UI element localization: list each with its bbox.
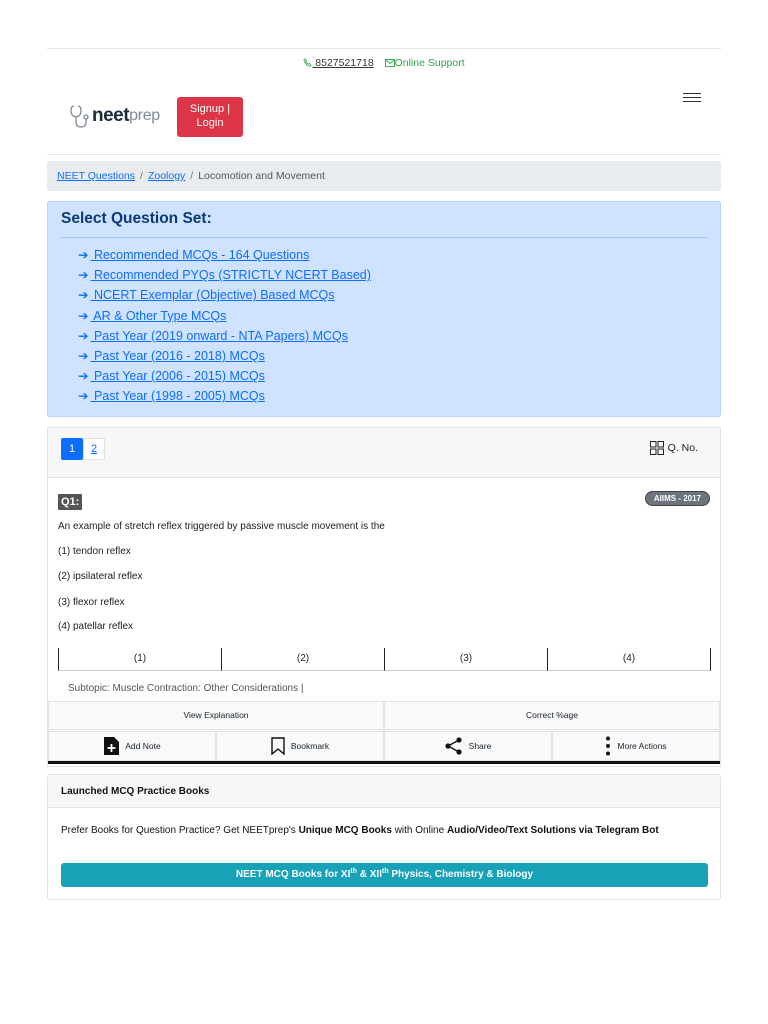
- menu-icon[interactable]: [683, 93, 701, 105]
- cta-text: Physics, Chemistry & Biology: [388, 869, 534, 880]
- question-set-link[interactable]: [78, 267, 371, 287]
- arrow-right-icon: ➔: [78, 248, 89, 262]
- logo-text-sub: prep: [129, 107, 160, 124]
- breadcrumb-current: Locomotion and Movement: [198, 170, 325, 182]
- signup-login-button[interactable]: [177, 97, 243, 137]
- bookmark-icon: [271, 737, 285, 755]
- more-actions-label: More Actions: [617, 741, 667, 751]
- books-text-bold: Audio/Video/Text Solutions via Telegram Bot: [446, 825, 659, 836]
- mail-icon: [385, 59, 395, 67]
- share-button[interactable]: [384, 731, 552, 761]
- question-set-link[interactable]: [78, 388, 371, 408]
- books-text-bold: Unique MCQ Books: [298, 825, 392, 836]
- question-set-title: Select Question Set:: [61, 210, 212, 227]
- question-label: Q1:: [58, 494, 82, 510]
- logo-text-main: neet: [92, 105, 130, 126]
- add-note-icon: [103, 737, 119, 755]
- top-divider: [47, 48, 721, 49]
- cta-sup: th: [381, 868, 389, 875]
- bookmark-label: Bookmark: [290, 741, 330, 751]
- arrow-right-icon: ➔: [78, 268, 89, 283]
- arrow-right-icon: ➔: [78, 369, 89, 384]
- breadcrumb-separator: /: [140, 170, 143, 182]
- question-set-label: Recommended MCQs - 164 Questions: [90, 248, 310, 262]
- question-card: [47, 427, 721, 767]
- answer-choices: [58, 648, 711, 671]
- page-button-2[interactable]: 2: [83, 438, 105, 460]
- question-set-label: AR & Other Type MCQs: [90, 308, 227, 323]
- question-actions-secondary: [48, 731, 720, 764]
- option-1: (1) tendon reflex: [58, 546, 131, 557]
- breadcrumb-separator: /: [190, 170, 194, 182]
- question-number-label: Q. No.: [667, 442, 698, 454]
- arrow-right-icon: ➔: [78, 389, 89, 404]
- answer-choice-2[interactable]: (2): [222, 648, 385, 671]
- breadcrumb-zoology[interactable]: Zoology: [147, 170, 186, 182]
- answer-choice-4[interactable]: (4): [548, 648, 711, 671]
- question-set-label: Past Year (2019 onward - NTA Papers) MCQs: [90, 328, 349, 343]
- pagination-bar: [48, 428, 720, 478]
- question-set-link[interactable]: [78, 368, 371, 388]
- add-note-label: Add Note: [125, 741, 161, 751]
- more-actions-button[interactable]: [552, 731, 720, 761]
- online-support-label: Online Support: [394, 57, 465, 69]
- more-vertical-icon: [605, 736, 611, 756]
- arrow-right-icon: ➔: [78, 328, 89, 343]
- question-set-label: NCERT Exemplar (Objective) Based MCQs: [90, 288, 335, 303]
- books-text: with Online: [391, 825, 447, 836]
- answer-choice-3[interactable]: (3): [385, 648, 548, 671]
- mcq-books-button[interactable]: [61, 863, 708, 887]
- question-set-link[interactable]: [78, 348, 371, 368]
- add-note-button[interactable]: [48, 731, 216, 761]
- phone-link[interactable]: [303, 57, 376, 69]
- correct-percentage-button[interactable]: Correct %age: [384, 701, 720, 730]
- question-set-divider: [61, 237, 707, 238]
- question-set-link[interactable]: [78, 328, 371, 348]
- phone-number[interactable]: 8527521718: [312, 57, 374, 69]
- question-set-link[interactable]: [78, 247, 371, 267]
- bookmark-button[interactable]: [216, 731, 384, 761]
- share-icon: [445, 737, 463, 755]
- answer-choice-1[interactable]: (1): [58, 648, 222, 671]
- cta-text: NEET MCQ Books for XI: [235, 869, 351, 880]
- question-actions-primary: [48, 701, 720, 730]
- mcq-books-panel: [47, 774, 721, 900]
- cta-text: & XII: [356, 869, 382, 880]
- question-text: An example of stretch reflex triggered by passive muscle movement is the: [58, 521, 385, 532]
- login-label: Login: [196, 117, 224, 129]
- question-set-link[interactable]: [78, 308, 371, 328]
- question-set-link[interactable]: [78, 287, 371, 307]
- exam-badge: AIIMS - 2017: [645, 491, 710, 506]
- question-set-label: Past Year (1998 - 2005) MCQs: [90, 389, 265, 404]
- header-divider: [47, 154, 721, 155]
- arrow-right-icon: ➔: [78, 348, 89, 363]
- question-set-list: [78, 247, 371, 409]
- logo[interactable]: [70, 102, 160, 130]
- question-set-label: Past Year (2016 - 2018) MCQs: [90, 348, 265, 363]
- books-description: [61, 823, 701, 838]
- phone-icon: [303, 58, 312, 67]
- breadcrumb-neet-questions[interactable]: NEET Questions: [57, 170, 136, 182]
- view-explanation-button[interactable]: View Explanation: [48, 701, 384, 730]
- breadcrumb: [47, 161, 721, 191]
- option-2: (2) ipsilateral reflex: [58, 571, 143, 582]
- books-text: Prefer Books for Question Practice? Get NEETprep's: [61, 825, 299, 836]
- stethoscope-icon: [70, 103, 90, 129]
- signup-label: Signup |: [189, 103, 231, 115]
- cta-sup: th: [350, 868, 357, 875]
- question-set-label: Past Year (2006 - 2015) MCQs: [90, 369, 265, 384]
- page-button-1[interactable]: 1: [61, 438, 83, 460]
- contact-bar: [0, 57, 768, 69]
- option-3: (3) flexor reflex: [58, 597, 125, 608]
- question-set-panel: [47, 201, 721, 417]
- question-number-toggle[interactable]: [650, 441, 698, 455]
- question-set-label: Recommended PYQs (STRICTLY NCERT Based): [90, 268, 371, 283]
- option-4: (4) patellar reflex: [58, 621, 134, 632]
- books-heading: Launched MCQ Practice Books: [48, 775, 720, 808]
- arrow-right-icon: ➔: [78, 288, 89, 303]
- arrow-right-icon: ➔: [78, 308, 89, 323]
- grid-icon: [650, 441, 664, 455]
- share-label: Share: [468, 741, 492, 751]
- subtopic: Subtopic: Muscle Contraction: Other Considerations |: [68, 683, 304, 694]
- online-support-link[interactable]: [385, 57, 465, 69]
